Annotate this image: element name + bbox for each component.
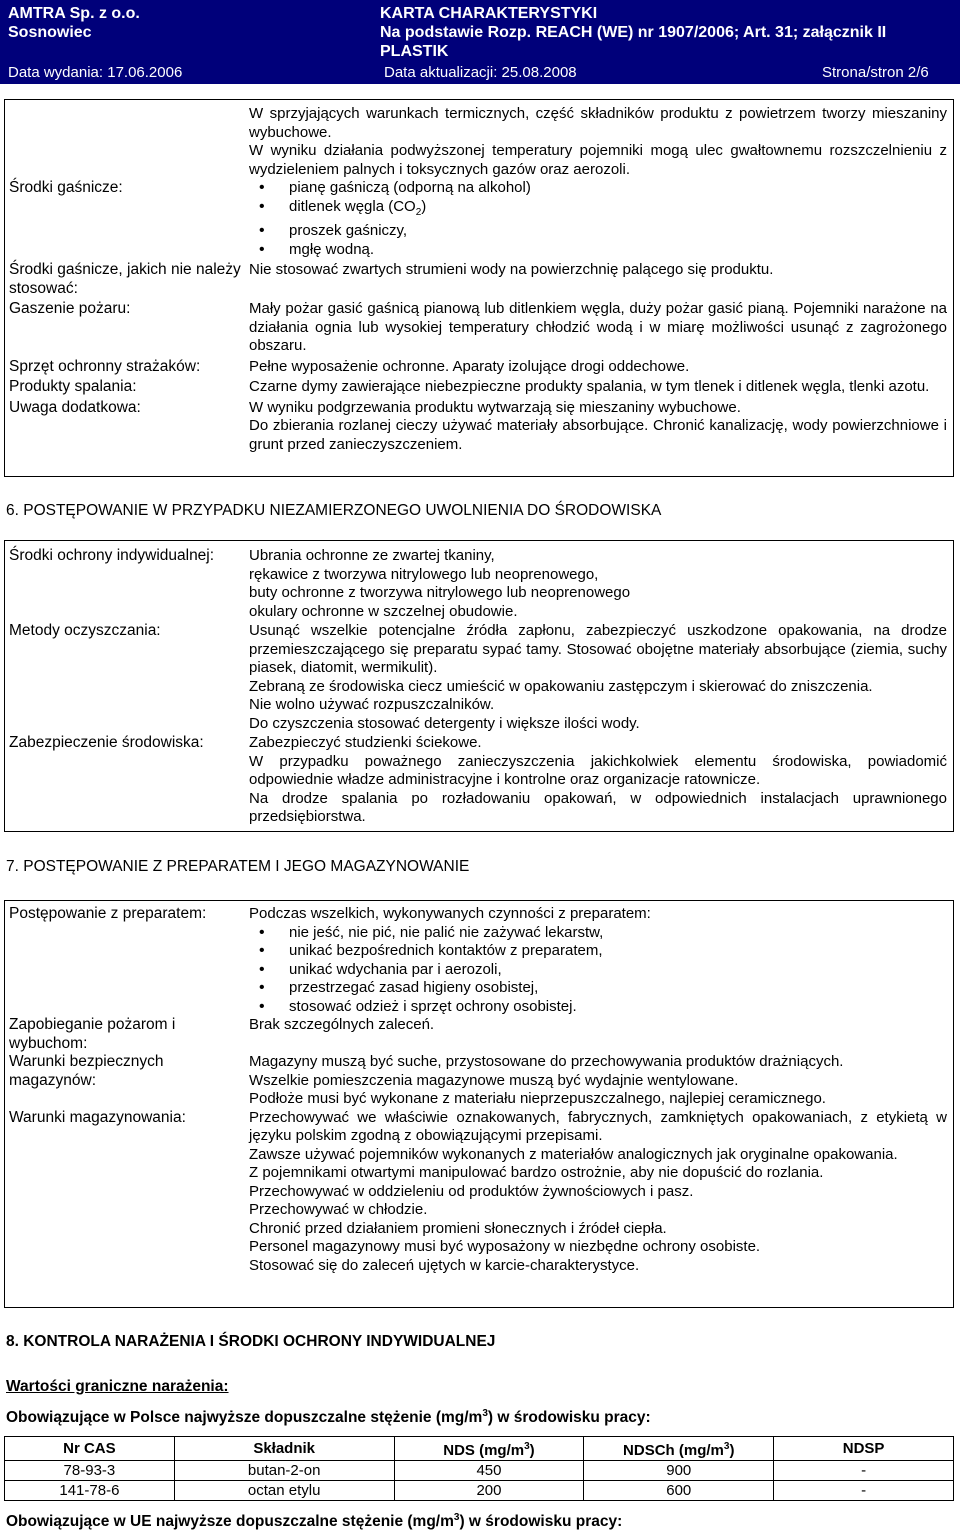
update-date: Data aktualizacji: 25.08.2008	[384, 64, 577, 81]
cleanup-methods-label: Metody oczyszczania:	[9, 622, 161, 639]
exposure-limits-heading: Wartości graniczne narażenia:	[6, 1378, 229, 1395]
unsuitable-media-text: Nie stosować zwartych strumieni wody na powierzchnię palącego się produktu.	[249, 261, 774, 278]
environmental-text-1: Zabezpieczyć studzienki ściekowe.	[249, 734, 482, 751]
company-block	[8, 4, 140, 42]
nds-cell: 200	[394, 1481, 584, 1501]
environmental-text-3: Na drodze spalania po rozładowaniu opakowań, w odpowiednich instalacjach uprawnionego przedsiębiorstwa.	[249, 789, 947, 825]
handling-storage-table	[4, 900, 954, 1308]
document-title: KARTA CHARAKTERYSTYKI	[380, 5, 598, 22]
company-name: AMTRA Sp. z o.o.	[8, 5, 140, 22]
section-8-heading: 8. KONTROLA NARAŻENIA I ŚRODKI OCHRONY INDYWIDUALNEJ	[6, 1333, 496, 1350]
col-component: Składnik	[174, 1437, 394, 1461]
storage-requirements-row	[5, 1053, 953, 1109]
table-header-row	[5, 1437, 954, 1461]
environmental-precautions-label: Zabezpieczenie środowiska:	[9, 734, 204, 751]
handling-label: Postępowanie z preparatem:	[9, 905, 207, 922]
additional-note-text-1: W wyniku podgrzewania produktu wytwarzają się mieszaniny wybuchowe.	[249, 398, 741, 416]
additional-note-row	[5, 399, 953, 455]
cas-cell: 78-93-3	[5, 1461, 175, 1481]
storage-requirements-label: Warunki bezpiecznych magazynów:	[9, 1053, 164, 1089]
protective-equipment-row	[5, 358, 953, 377]
regulation-reference: Na podstawie Rozp. REACH (WE) nr 1907/2006; Art. 31; załącznik II	[380, 24, 887, 41]
storage-requirements-text-2: Wszelkie pomieszczenia magazynowe muszą być wydajnie wentylowane.	[249, 1071, 739, 1089]
cas-cell: 141-78-6	[5, 1481, 175, 1501]
firefighting-row	[5, 300, 953, 356]
list-item: • nie jeść, nie pić, nie palić nie zażywać lekarstw,	[249, 924, 947, 943]
fire-fighting-table	[4, 99, 954, 477]
cleanup-text-4: Do czyszczenia stosować detergenty i większe ilości wody.	[249, 714, 640, 732]
list-item: • unikać wdychania par i aerozoli,	[249, 961, 947, 980]
col-ndsch: NDSCh $(mg/m^3)$	[584, 1437, 774, 1461]
col-ndsp: NDSP	[774, 1437, 954, 1461]
storage-conditions-text-8: Stosować się do zaleceń ujętych w karcie-charakterystyce.	[249, 1256, 640, 1274]
protective-equipment-label: Sprzęt ochronny strażaków:	[9, 357, 201, 375]
storage-conditions-text-7: Personel magazynowy musi być wyposażony w niezbędne ochrony osobiste.	[249, 1238, 761, 1255]
list-item: • ditlenek węgla $(CO_2)$	[249, 198, 947, 223]
poland-limits-heading: Obowiązujące w Polsce najwyższe dopuszczalne stężenie $(mg/m^3)$ w środowisku pracy:	[6, 1408, 651, 1427]
accidental-release-table	[4, 540, 954, 832]
storage-requirements-text-3: Podłoże musi być wykonane z materiału nieprzepuszczalnego, najlepiej ceramicznego.	[249, 1090, 826, 1107]
cleanup-methods-row	[5, 622, 953, 733]
document-header	[0, 0, 960, 84]
ndsp-cell: -	[774, 1481, 954, 1501]
storage-conditions-text-6: Chronić przed działaniem promieni słonecznych i źródeł ciepła.	[249, 1219, 667, 1237]
list-item: • przestrzegać zasad higieny osobistej,	[249, 979, 947, 998]
combustion-products-label: Produkty spalania:	[9, 378, 137, 395]
unsuitable-media-row	[5, 261, 953, 298]
list-item: • stosować odzież i sprzęt ochrony osobistej.	[249, 998, 947, 1017]
protective-equipment-text: Pełne wyposażenie ochronne. Aparaty izolujące drogi oddechowe.	[249, 357, 690, 375]
page-number: Strona/stron 2/6	[822, 64, 929, 81]
ppe-line: buty ochronne z tworzywa nitrylowego lub neoprenowego	[249, 584, 631, 601]
extinguishing-media-list	[249, 179, 947, 259]
storage-conditions-text-3: Z pojemnikami otwartymi manipulować bardzo ostrożnie, aby nie dopuścić do rozlania.	[249, 1164, 824, 1181]
exposure-limits-table	[4, 1436, 954, 1501]
fire-prevention-label: Zapobieganie pożarom i wybuchom:	[9, 1016, 176, 1052]
environmental-precautions-row	[5, 734, 953, 827]
unsuitable-media-label: Środki gaśnicze, jakich nie należy stosować:	[9, 261, 241, 297]
product-name: PLASTIK	[380, 43, 449, 60]
storage-conditions-text-2: Zawsze używać pojemników wykonanych z materiałów analogicznych jak oryginalne opakowania.	[249, 1145, 898, 1163]
cleanup-text-2: Zebraną ze środowiska ciecz umieścić w opakowaniu zastępczym i skierować do zniszczenia.	[249, 677, 873, 695]
storage-conditions-row	[5, 1109, 953, 1276]
handling-list	[249, 924, 947, 1017]
ndsch-cell: 600	[584, 1481, 774, 1501]
fire-prevention-text: Brak szczególnych zaleceń.	[249, 1016, 435, 1033]
fire-prevention-row	[5, 1016, 953, 1053]
section-6-heading: 6. POSTĘPOWANIE W PRZYPADKU NIEZAMIERZONEGO UWOLNIENIA DO ŚRODOWISKA	[6, 502, 662, 519]
environmental-text-2: W przypadku poważnego zanieczyszczenia jakichkolwiek elementu środowiska, powiadomić odpowiednie władze administracyjne i kontrolne oraz organizacje ratownicze.	[249, 752, 947, 788]
list-item: • unikać bezpośrednich kontaktów z preparatem,	[249, 942, 947, 961]
ppe-line: rękawice z tworzywa nitrylowego lub neoprenowego,	[249, 565, 599, 583]
combustion-products-row	[5, 378, 953, 397]
storage-requirements-text-1: Magazyny muszą być suche, przystosowane do przechowywania produktów drażniących.	[249, 1053, 844, 1070]
list-item: • pianę gaśniczą (odporną na alkohol)	[249, 179, 947, 198]
personal-precautions-row	[5, 547, 953, 621]
component-cell: butan-2-on	[174, 1461, 394, 1481]
extinguishing-media-label: Środki gaśnicze:	[9, 179, 123, 196]
additional-note-label: Uwaga dodatkowa:	[9, 398, 141, 416]
extinguishing-media-row	[5, 179, 953, 259]
fire-hazard-text-1: W sprzyjających warunkach termicznych, część składników produktu z powietrzem tworzy mieszaniny wybuchowe.	[249, 105, 947, 141]
section-7-heading: 7. POSTĘPOWANIE Z PREPARATEM I JEGO MAGAZYNOWANIE	[6, 858, 470, 875]
list-item: • mgłę wodną.	[249, 241, 947, 260]
list-item: • proszek gaśniczy,	[249, 222, 947, 241]
ppe-line: okulary ochronne w szczelnej obudowie.	[249, 602, 518, 620]
cleanup-text-1: Usunąć wszelkie potencjalne źródła zapłonu, zabezpieczyć uszkodzone opakowania, na drodze przemieszczającego się preparatu sypać tamy. Stosować obojętne materiały absorbujące (ziemia, suchy piasek, diatomit, wermikulit).	[249, 622, 947, 676]
eu-limits-heading: Obowiązujące w UE najwyższe dopuszczalne stężenie $(mg/m^3)$ w środowisku pracy:	[6, 1512, 623, 1531]
fire-hazard-row	[5, 105, 953, 179]
ndsp-cell: -	[774, 1461, 954, 1481]
table-row	[5, 1461, 954, 1481]
col-cas: Nr CAS	[5, 1437, 175, 1461]
document-title-block	[380, 4, 920, 61]
storage-conditions-label: Warunki magazynowania:	[9, 1108, 186, 1126]
component-cell: octan etylu	[174, 1481, 394, 1501]
storage-conditions-text-5: Przechowywać w chłodzie.	[249, 1201, 428, 1218]
nds-cell: 450	[394, 1461, 584, 1481]
issue-date: Data wydania: 17.06.2006	[8, 64, 183, 81]
col-nds: NDS $(mg/m^3)$	[394, 1437, 584, 1461]
cleanup-text-3: Nie wolno używać rozpuszczalników.	[249, 696, 495, 713]
additional-note-text-2: Do zbierania rozlanej cieczy używać materiały absorbujące. Chronić kanalizację, wody powierzchniowe i grunt przed zanieczyszczeniem.	[249, 417, 947, 453]
handling-intro: Podczas wszelkich, wykonywanych czynności z preparatem:	[249, 905, 651, 922]
storage-conditions-text-1: Przechowywać we właściwie oznakowanych, fabrycznych, zamkniętych opakowaniach, z etykietą w języku polskim zgodną z obowiązującymi przepisami.	[249, 1108, 947, 1144]
ndsch-cell: 900	[584, 1461, 774, 1481]
combustion-products-text: Czarne dymy zawierające niebezpieczne produkty spalania, w tym tlenek i ditlenek węgla, tlenki azotu.	[249, 378, 930, 395]
storage-conditions-text-4: Przechowywać w oddzieleniu od produktów żywnościowych i pasz.	[249, 1182, 694, 1200]
handling-row	[5, 905, 953, 1016]
personal-precautions-label: Środki ochrony indywidualnej:	[9, 547, 215, 564]
firefighting-text: Mały pożar gasić gaśnicą pianową lub ditlenkiem węgla, duży pożar gasić pianą. Pojemniki narażone na działania ognia lub wysokiej temperatury chłodzić wodą i w miarę możliwości usunąć z zagrożonego obszaru.	[249, 300, 947, 354]
ppe-line: Ubrania ochronne ze zwartej tkaniny,	[249, 547, 495, 564]
fire-hazard-text-2: W wyniku działania podwyższonej temperatury pojemniki mogą ulec gwałtownemu rozszczelnieniu z wydzieleniem palnych i toksycznych gazów oraz aerozoli.	[249, 142, 947, 178]
table-row	[5, 1481, 954, 1501]
firefighting-label: Gaszenie pożaru:	[9, 300, 131, 317]
company-city: Sosnowiec	[8, 24, 92, 41]
